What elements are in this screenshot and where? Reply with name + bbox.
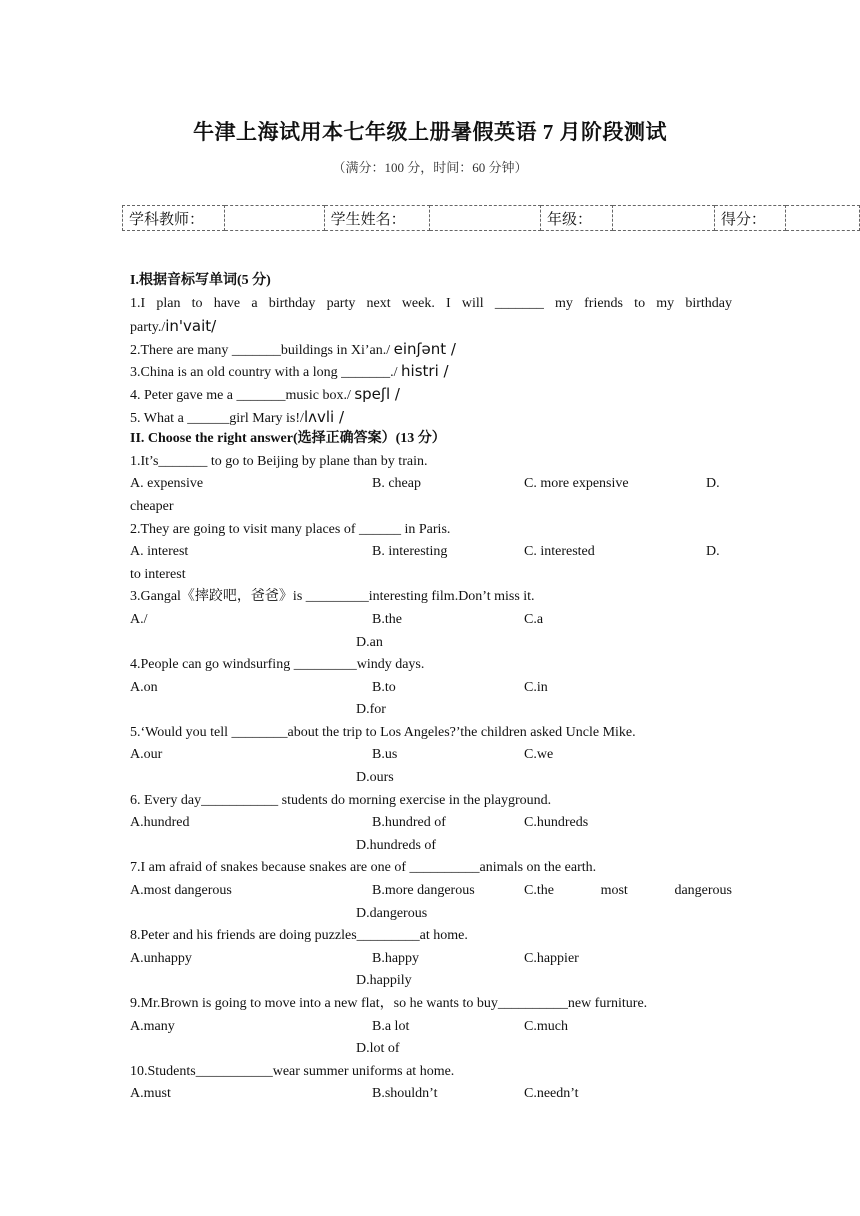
options-row [130,767,732,790]
answer-blank: _________ [356,928,420,944]
option-a: A. expensive [130,476,204,492]
s1-q1-line2: party./in'vait/ [130,317,217,336]
question-stem: 4.People can go windsurfing _________windy days. [130,657,425,673]
option-c: C.hundreds [524,815,589,831]
option-d-wrap: cheaper [130,498,174,514]
option-a: A.our [130,747,163,763]
question-stem: 8.Peter and his friends are doing puzzles_________at home. [130,928,468,944]
option-d: D. [706,476,720,492]
option-a: A.many [130,1018,175,1034]
option-c: C.needn’t [524,1086,579,1102]
option-a: A. interest [130,544,189,560]
option-d: D.ours [356,770,394,786]
options-row [130,744,732,767]
page-subtitle: （满分：100 分，时间：60 分钟） [332,160,528,175]
option-a: A.most dangerous [130,883,232,899]
phonetic-text: histri / [401,362,449,381]
s1-q4: 4. Peter gave me a _______music box./ speʃl / [130,384,400,403]
teacher-label: 学科教师： [123,206,225,231]
option-b: B.the [372,611,402,627]
option-c: C.we [524,747,554,763]
s1-q5: 5. What a ______girl Mary is!/lʌvli / [130,407,345,426]
question-stem: 10.Students___________wear summer uniforms at home. [130,1063,455,1079]
option-d: D.an [356,634,383,650]
s1-q2: 2.There are many _______buildings in Xi’an./ einʃənt / [130,339,456,358]
section2-heading: II. Choose the right answer(选择正确答案）(13 分） [130,431,446,447]
answer-blank: _________ [293,657,357,673]
option-b: B.to [372,679,396,695]
answer-blank: ___________ [195,1063,273,1079]
answer-blank: ________ [231,724,288,740]
option-b: B. cheap [372,476,421,492]
option-a: A.hundred [130,815,190,831]
grade-field[interactable] [612,206,714,231]
option-b: B.a lot [372,1018,410,1034]
option-d: D.happily [356,973,412,989]
question-stem: 2.They are going to visit many places of ______ in Paris. [130,521,451,537]
options-row [130,835,732,858]
option-a: A.must [130,1086,171,1102]
answer-blank: __________ [409,860,480,876]
page-title: 牛津上海试用本七年级上册暑假英语 7 月阶段测试 [193,120,667,144]
option-b: B.hundred of [372,815,446,831]
options-row [130,632,732,655]
phonetic-text: in'vait/ [165,317,217,336]
option-c: C.a [524,611,544,627]
option-a: A./ [130,611,148,627]
question-stem: 1.It’s_______ to go to Beijing by plane than by train. [130,453,428,469]
student-field[interactable] [429,206,540,231]
option-b: B. interesting [372,544,448,560]
options-row [130,903,732,926]
option-d: D.lot of [356,1041,400,1057]
question-stem: 7.I am afraid of snakes because snakes are one of __________animals on the earth. [130,860,597,876]
question-stem: 9.Mr.Brown is going to move into a new flat，so he wants to buy__________new furniture. [130,996,648,1011]
option-b: B.happy [372,950,420,966]
options-row [130,1038,732,1061]
option-d: D.dangerous [356,905,428,921]
phonetic-text: einʃənt / [393,339,456,358]
option-c: C. more expensive [524,476,629,492]
student-label: 学生姓名： [324,206,429,231]
option-a: A.on [130,679,158,695]
option-c: C.the most dangerous [524,883,732,899]
grade-label: 年级： [540,206,612,231]
exam-content [130,270,732,1106]
answer-blank: _________ [305,589,369,605]
option-b: B.us [372,747,398,763]
options-row [130,699,732,722]
question-stem: 6. Every day___________ students do morning exercise in the playground. [130,792,552,808]
teacher-field[interactable] [225,206,324,231]
phonetic-text: speʃl / [354,384,400,403]
option-c: C.in [524,679,548,695]
answer-blank: ___________ [201,792,279,808]
option-b: B.shouldn’t [372,1086,438,1102]
option-c: C.happier [524,950,579,966]
options-row [130,1083,732,1106]
question-stem: 3.Gangal《摔跤吧，爸爸》is _________interesting film.Don’t miss it. [130,589,535,605]
option-d: D.for [356,702,386,718]
options-row [130,948,732,971]
options-row [130,970,732,993]
option-d: D. [706,544,720,560]
options-row [130,812,732,835]
score-field[interactable] [785,206,859,231]
phonetic-text: lʌvli / [303,407,345,426]
options-row [130,541,732,564]
options-row [130,609,732,632]
s1-q1-line1: 1.I plan to have a birthday party next week. I will _______ my friends to my birthday [130,295,732,311]
score-label: 得分： [714,206,785,231]
answer-blank: __________ [497,996,568,1011]
option-b: B.more dangerous [372,883,475,899]
option-d-wrap: to interest [130,566,186,582]
option-a: A.unhappy [130,950,192,966]
option-c: C.much [524,1018,568,1034]
info-table [122,205,860,231]
section1-heading: I.根据音标写单词(5 分) [130,273,271,288]
options-row [130,1016,732,1039]
s1-q3: 3.China is an old country with a long _______./ histri / [130,362,449,381]
options-row [130,473,732,496]
option-d: D.hundreds of [356,837,437,853]
options-row [130,677,732,700]
options-row [130,880,732,903]
question-stem: 5.‘Would you tell ________about the trip to Los Angeles?’the children asked Uncle Mike. [130,724,636,740]
option-c: C. interested [524,544,595,560]
